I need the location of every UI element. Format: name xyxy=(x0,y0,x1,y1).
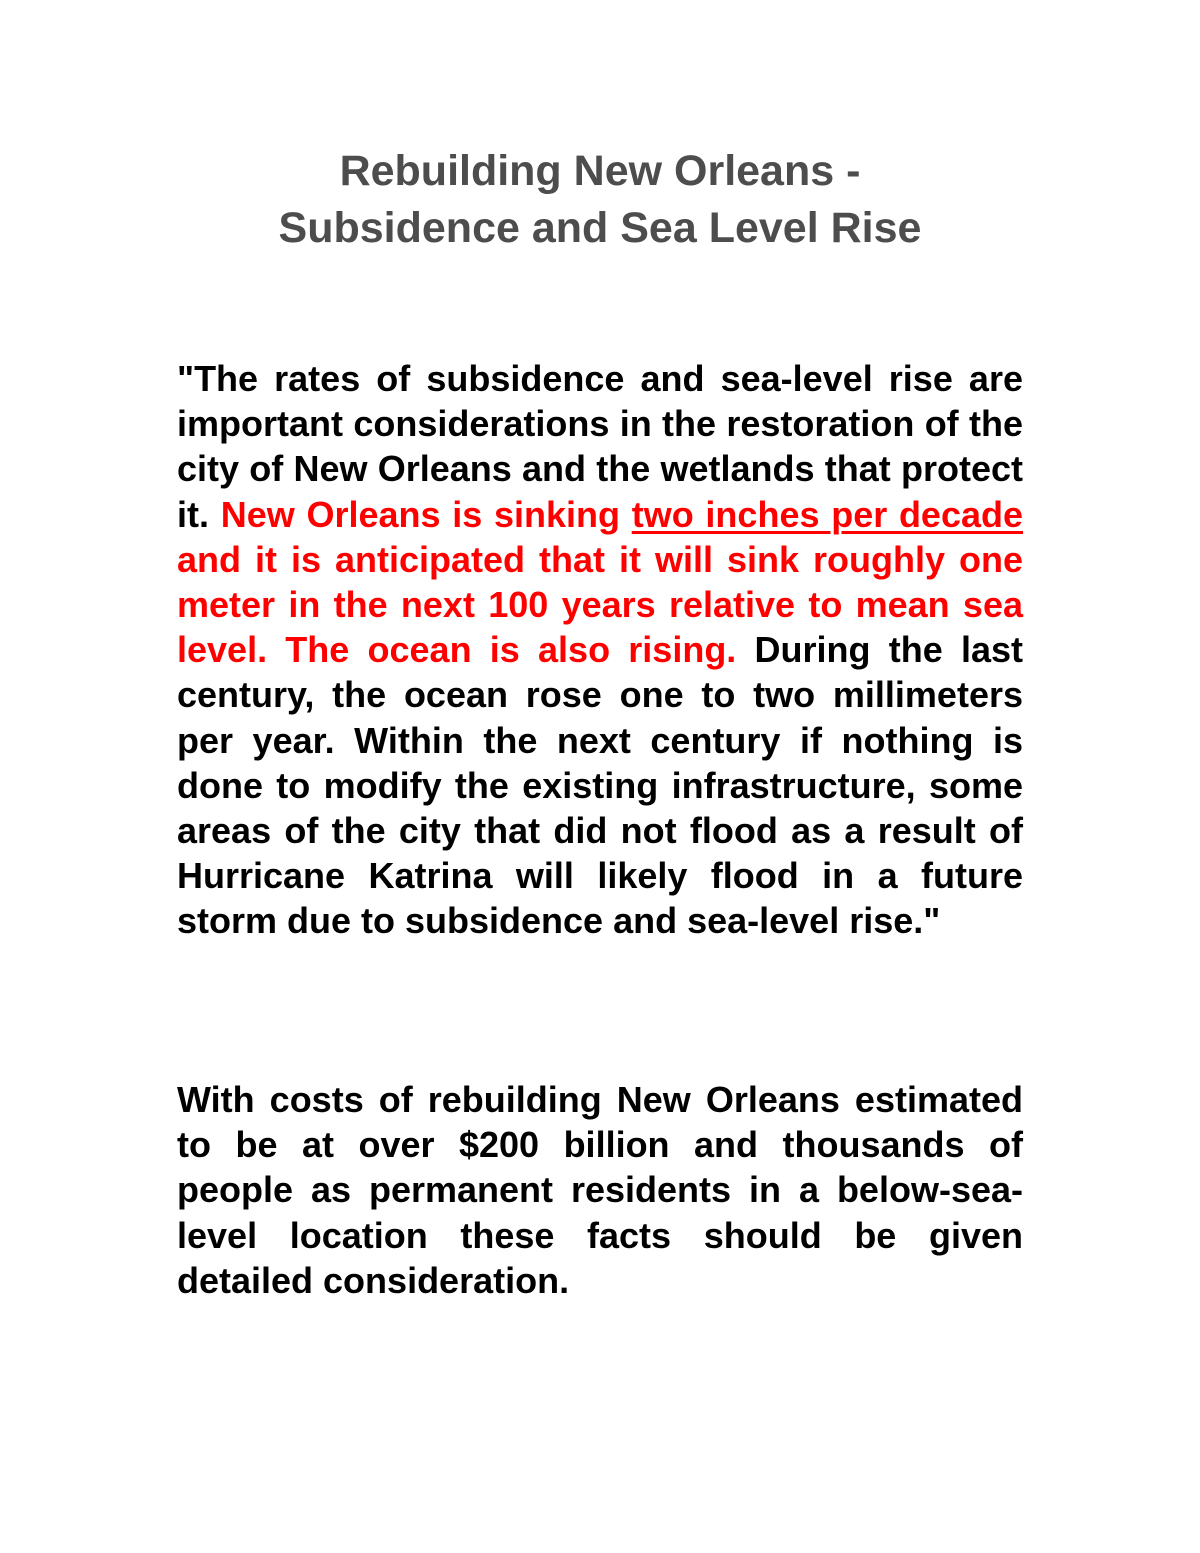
title-line-2: Subsidence and Sea Level Rise xyxy=(278,204,922,252)
highlight-text-end: and it is anticipated that it will sink roughly one meter in the next 100 years relative to mean sea level. The ocean is also rising. xyxy=(177,538,1023,671)
highlight-text-start: New Orleans is sinking xyxy=(220,493,632,535)
quote-paragraph xyxy=(177,356,1023,944)
page-title xyxy=(0,143,1200,257)
closing-paragraph: With costs of rebuilding New Orleans estimated to be at over $200 billion and thousands of people as permanent residents in a below-sea-level location these facts should be given detailed consideration. xyxy=(177,1079,1023,1301)
quote-text-intro: "The rates of subsidence and sea-level rise are important considerations in the restoration of the city of New Orleans and the wetlands that protect it. xyxy=(177,358,1023,535)
highlight-underlined-text: two inches per decade xyxy=(631,493,1024,535)
quote-text-rest: During the last century, the ocean rose one to two millimeters per year. Within the next century if nothing is done to modify the existing infrastructure, some areas of the city that did not flood as a result of Hurricane Katrina will likely flood in a future storm due to subsidence and sea-level rise." xyxy=(177,629,1023,942)
title-line-1: Rebuilding New Orleans - xyxy=(339,147,861,195)
